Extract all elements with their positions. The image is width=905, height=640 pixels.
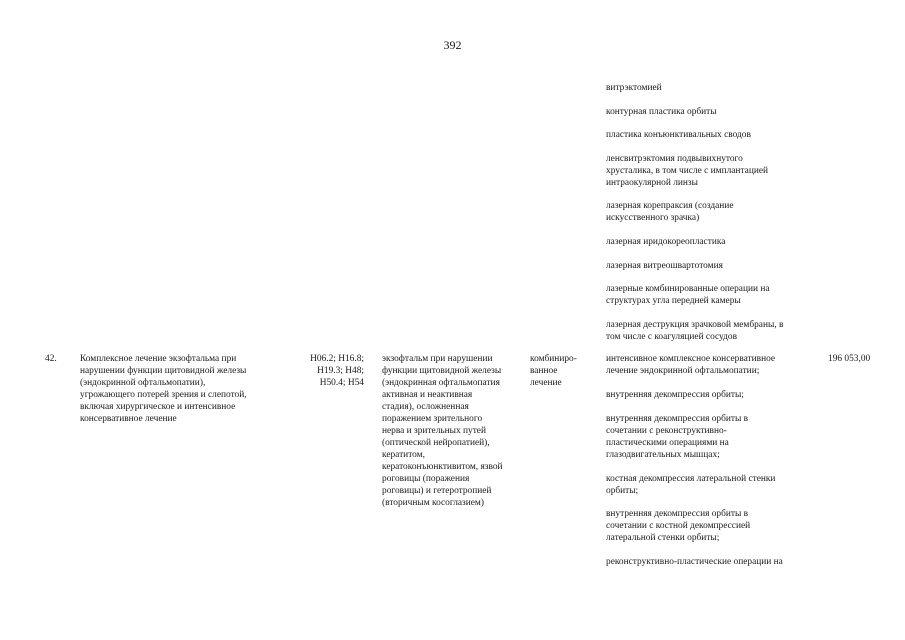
treatment-type: комбиниро- ванное лечение	[530, 354, 577, 388]
procedure-item: ленсвитрэктомия подвывихнутого хрусталика, в том числе с имплантацией интраокулярной линзы	[606, 154, 769, 188]
row-number: 42.	[45, 354, 57, 364]
standard-cost: 196 053,00	[828, 354, 871, 364]
patient-model: экзофтальм при нарушении функции щитовидной железы (эндокринная офтальмопатия активная и неактивная стадия), осложненная поражением зрительного нерва и зрительных путей (оптической нейропатией), кератитом, кератоконъюнктивитом, язвой роговицы (поражения роговицы) и гетеротропией (вторичным косоглазием)	[382, 354, 503, 508]
care-type-name: Комплексное лечение экзофтальма при нарушении функции щитовидной железы (эндокринной офтальмопатии), угрожающего потерей зрения и слепотой, включая хирургическое и интенсивное консервативное лечение	[80, 354, 247, 424]
procedure-item: интенсивное комплексное консервативное лечение эндокринной офтальмопатии;	[606, 354, 776, 376]
procedure-item: реконструктивно-пластические операции на	[606, 557, 783, 567]
procedure-item: лазерная корепраксия (создание искусственного зрачка)	[606, 201, 734, 223]
procedure-item: внутренняя декомпрессия орбиты в сочетании с реконструктивно- пластическими операциями на глазодвигательных мышцах;	[606, 414, 749, 460]
procedure-item: внутренняя декомпрессия орбиты в сочетании с костной декомпрессией латеральной стенки орбиты;	[606, 509, 751, 543]
procedure-item: лазерная иридокореопластика	[606, 237, 726, 247]
page-number: 392	[443, 38, 462, 52]
procedure-item: лазерная витреошвартотомия	[606, 261, 723, 271]
diagnosis-codes: H06.2; H16.8; H19.3; H48; H50.4; H54	[310, 354, 364, 388]
procedure-item: контурная пластика орбиты	[606, 107, 717, 117]
procedure-item: костная декомпрессия латеральной стенки орбиты;	[606, 474, 776, 496]
procedure-item: лазерная деструкция зрачковой мембраны, в том числе с коагуляцией сосудов	[606, 320, 784, 342]
procedure-item: внутренняя декомпрессия орбиты;	[606, 390, 744, 400]
procedure-item: пластика конъюнктивальных сводов	[606, 130, 751, 140]
procedure-item: лазерные комбинированные операции на структурах угла передней камеры	[606, 284, 770, 306]
procedure-item: витрэктомией	[606, 83, 662, 93]
